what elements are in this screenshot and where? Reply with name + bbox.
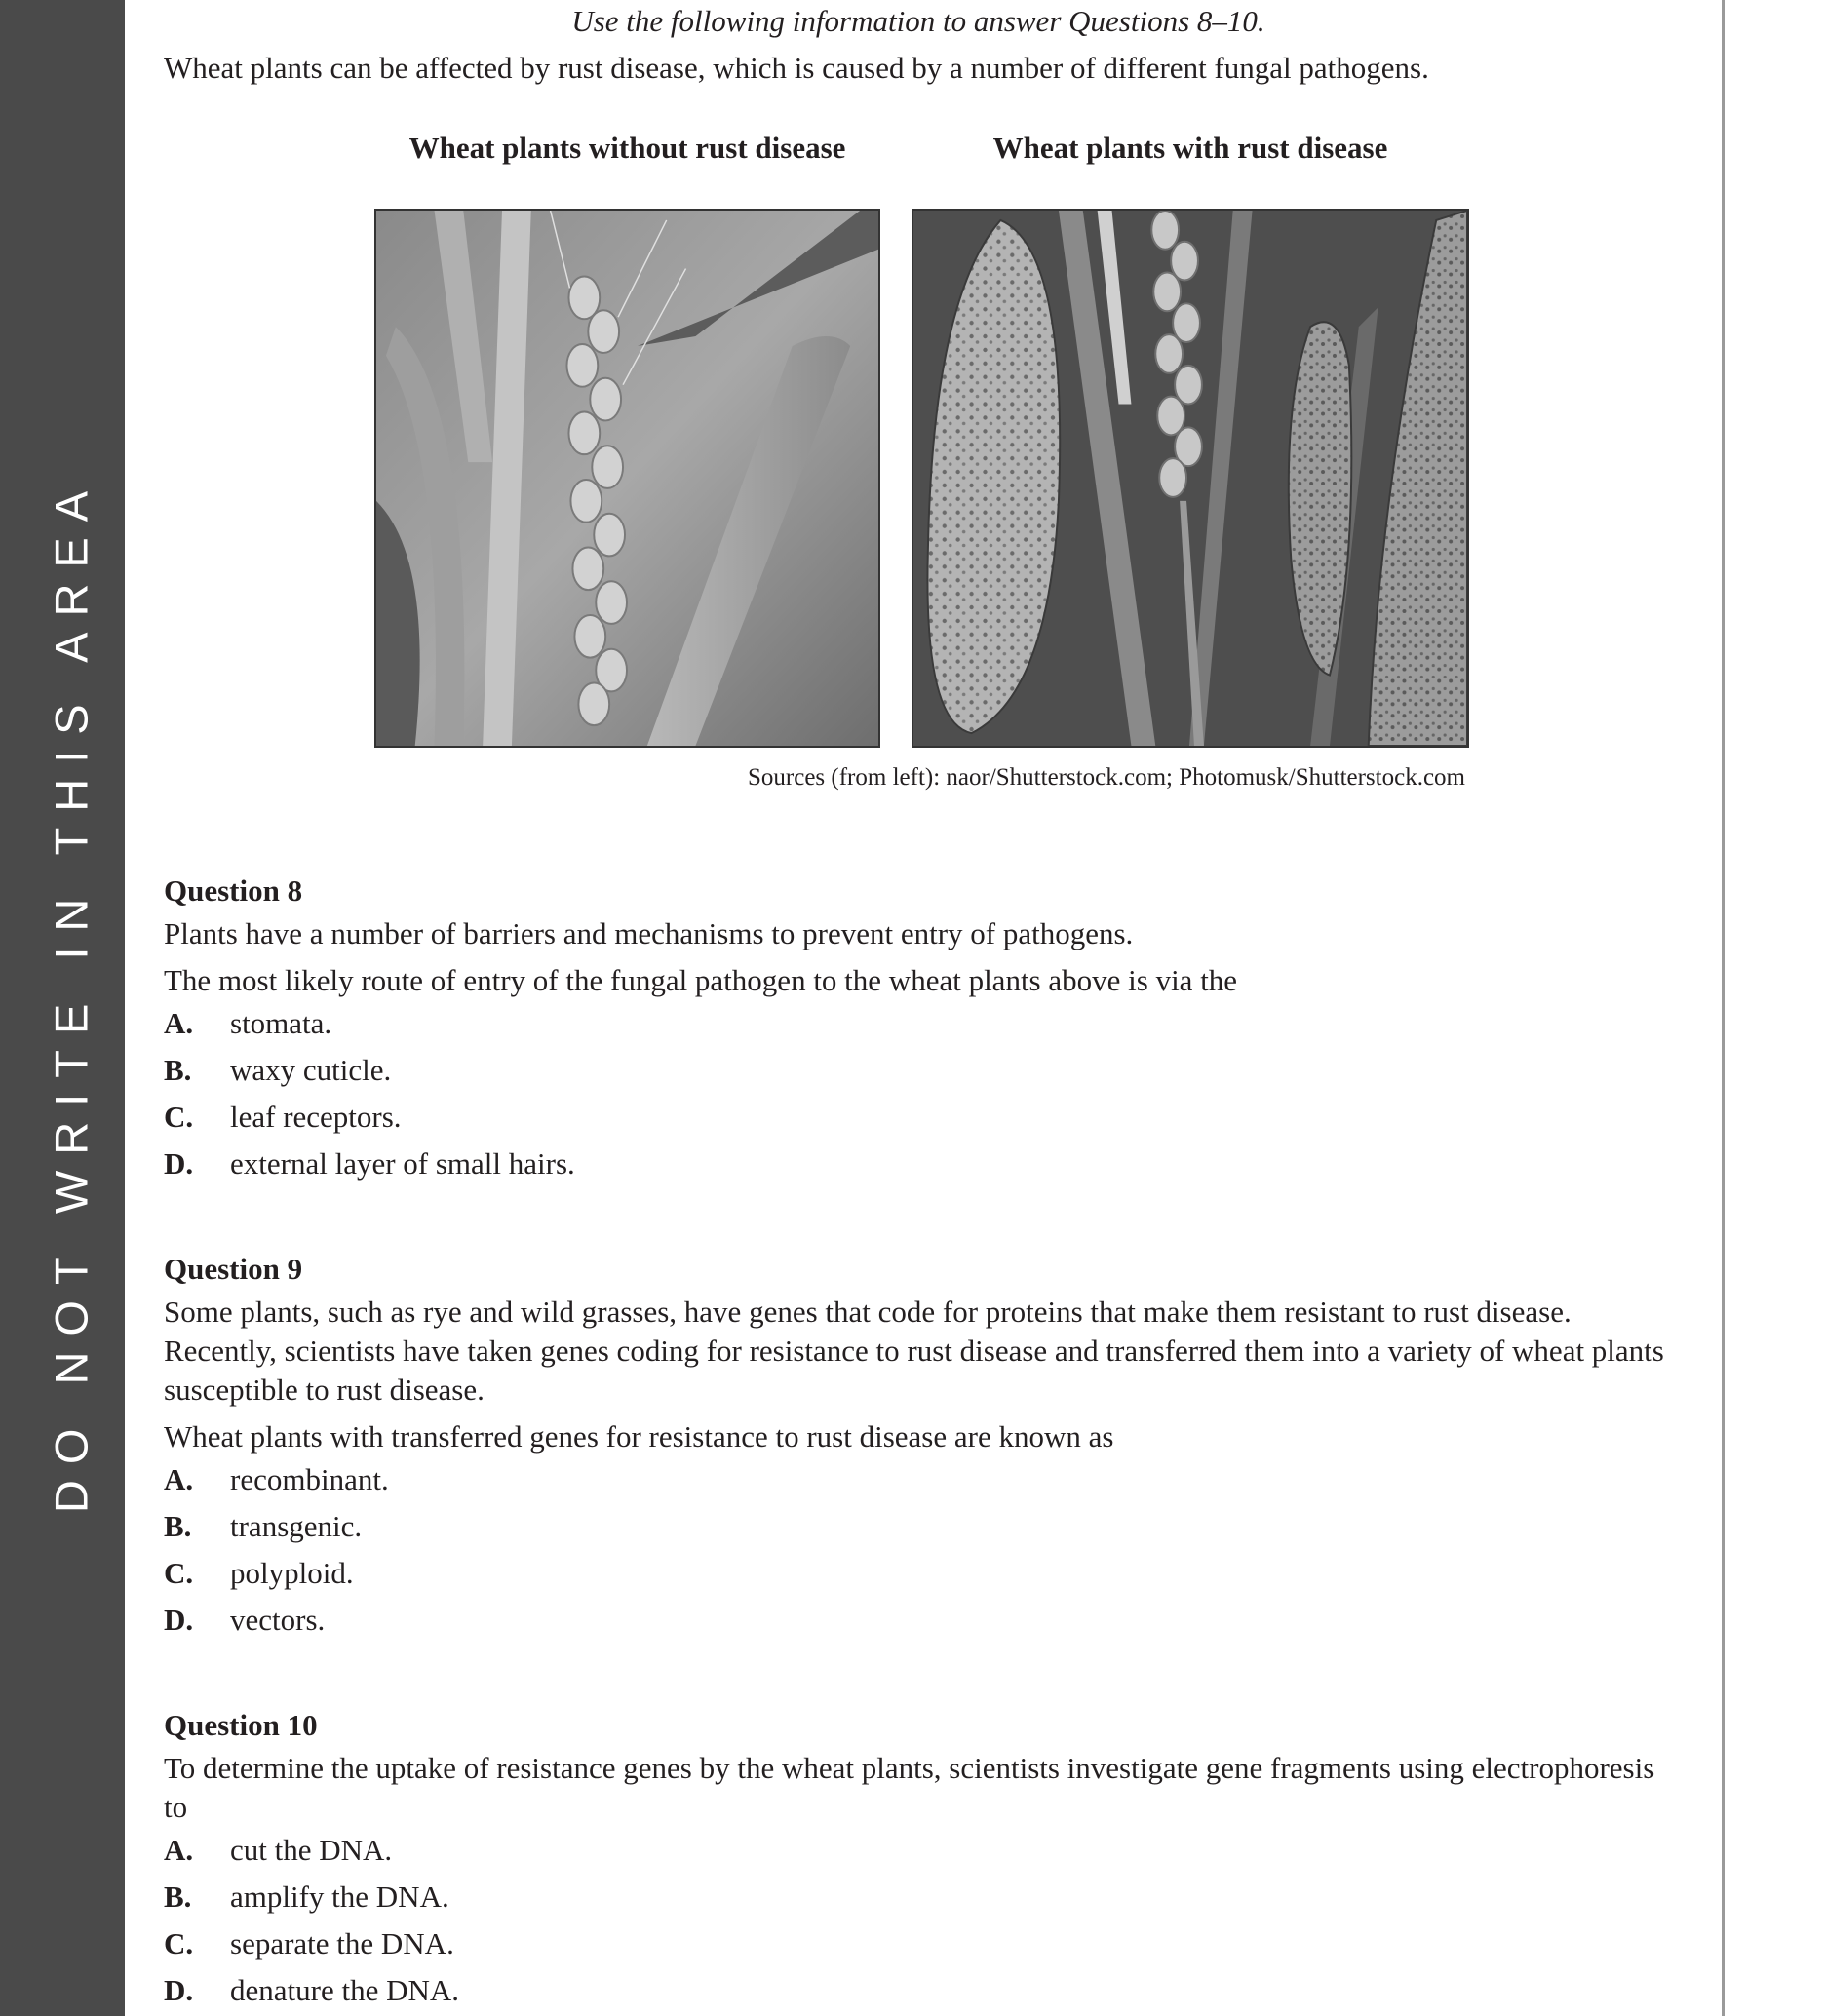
page-right-rule [1722, 0, 1725, 2016]
option-b [164, 1503, 1685, 1550]
option-letter: D. [164, 1603, 194, 1637]
question-stem: Wheat plants with transferred genes for resistance to rust disease are known as [164, 1419, 1114, 1454]
option-b [164, 1047, 1685, 1094]
question-8 [164, 868, 1685, 1187]
do-not-write-margin [0, 0, 125, 2016]
option-letter: C. [164, 1100, 194, 1134]
image-sources: Sources (from left): naor/Shutterstock.com; Photomusk/Shutterstock.com [748, 764, 1465, 791]
option-letter: D. [164, 1973, 194, 2007]
right-photo-title: Wheat plants with rust disease [992, 131, 1388, 165]
option-d [164, 1597, 1685, 1644]
option-letter: B. [164, 1053, 192, 1087]
option-b [164, 1874, 1685, 1920]
option-text: separate the DNA. [230, 1926, 454, 1960]
rust-wheat-photo [912, 209, 1469, 748]
question-10 [164, 1702, 1685, 2014]
option-d [164, 1967, 1685, 2014]
option-letter: C. [164, 1926, 194, 1960]
option-text: transgenic. [230, 1509, 363, 1543]
intro-instruction: Use the following information to answer Questions 8–10. [571, 4, 1265, 38]
option-text: polyploid. [230, 1556, 354, 1590]
option-a [164, 1456, 1685, 1503]
option-c [164, 1550, 1685, 1597]
option-a [164, 1827, 1685, 1874]
option-a [164, 1000, 1685, 1047]
question-title: Question 8 [164, 873, 303, 908]
question-title: Question 9 [164, 1252, 303, 1286]
option-text: denature the DNA. [230, 1973, 459, 2007]
option-text: cut the DNA. [230, 1833, 393, 1867]
option-c [164, 1920, 1685, 1967]
question-stem: The most likely route of entry of the fungal pathogen to the wheat plants above is via the [164, 963, 1238, 997]
question-stem: To determine the uptake of resistance genes by the wheat plants, scientists investigate gene fragments using electrophoresis to [164, 1751, 1655, 1824]
question-text: Some plants, such as rye and wild grasses, have genes that code for proteins that make them resistant to rust disease. Recently, scientists have taken genes coding for resistance to rust disease and transferred them into a variety of wheat plants susceptible to rust disease. [164, 1295, 1664, 1407]
option-text: amplify the DNA. [230, 1880, 449, 1914]
left-photo-title: Wheat plants without rust disease [408, 131, 846, 165]
option-text: leaf receptors. [230, 1100, 402, 1134]
option-text: stomata. [230, 1006, 332, 1040]
option-letter: A. [164, 1462, 194, 1496]
option-letter: B. [164, 1880, 192, 1914]
option-letter: A. [164, 1006, 194, 1040]
healthy-wheat-image [376, 211, 878, 746]
option-letter: A. [164, 1833, 194, 1867]
option-text: recombinant. [230, 1462, 389, 1496]
option-c [164, 1094, 1685, 1141]
rust-wheat-image [913, 211, 1467, 746]
option-text: vectors. [230, 1603, 326, 1637]
option-letter: D. [164, 1146, 194, 1181]
margin-warning-text: DO NOT WRITE IN THIS AREA [45, 475, 97, 1514]
option-text: external layer of small hairs. [230, 1146, 575, 1181]
question-text: Plants have a number of barriers and mechanisms to prevent entry of pathogens. [164, 916, 1134, 950]
option-d [164, 1141, 1685, 1187]
option-letter: C. [164, 1556, 194, 1590]
question-9 [164, 1246, 1685, 1644]
option-text: waxy cuticle. [230, 1053, 392, 1087]
question-title: Question 10 [164, 1708, 318, 1742]
option-letter: B. [164, 1509, 192, 1543]
healthy-wheat-photo [374, 209, 880, 748]
intro-text: Wheat plants can be affected by rust disease, which is caused by a number of different fungal pathogens. [164, 51, 1429, 85]
